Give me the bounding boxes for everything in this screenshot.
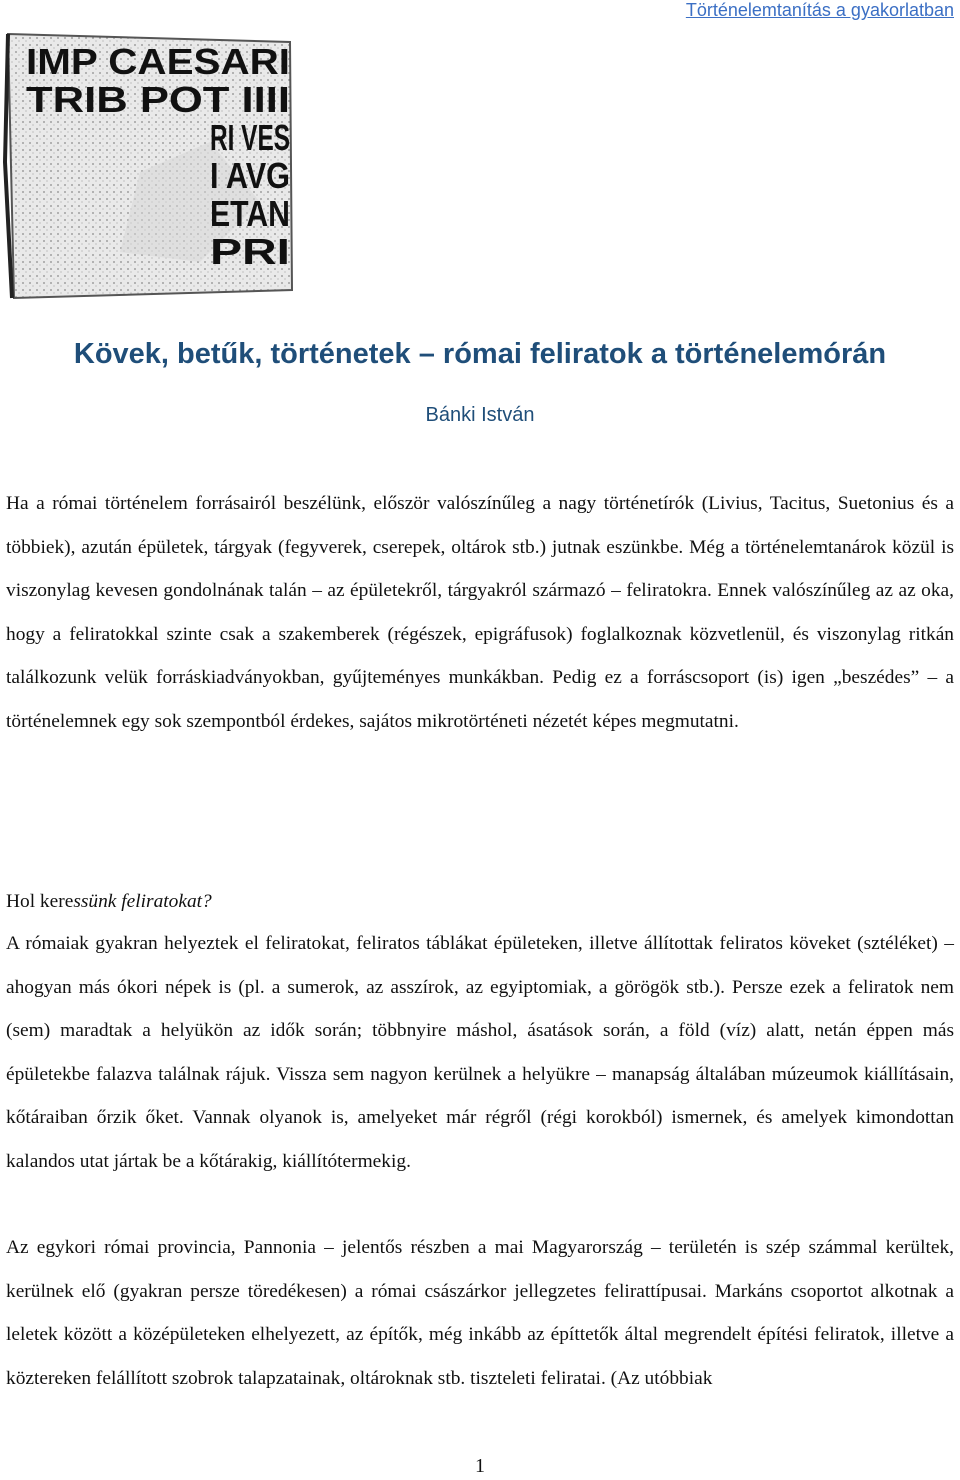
paragraph-1: Ha a római történelem forrásairól beszélünk, először valószínűleg a nagy történetírók (Livius, Tacitus, Suetonius és a többiek), azután épületek, tárgyak (fegyverek, cserepek, oltárok stb.) jutnak eszünkbe. Még a történelemtanárok közül is viszonylag kevesen gondolnának talán – az épületekről, tárgyakról származó – feliratokra. Ennek valószínűleg az az oka, hogy a feliratokkal szinte csak a szakemberek (régészek, epigráfusok) foglalkoznak közvetlenül, és viszonylag ritkán találkozunk velük forráskiadványokban, gyűjteményes munkákban. Pedig ez a forráscsoport (is) igen „beszédes” – a történelemnek egy sok szempontból érdekes, sajátos mikrotörténeti nézetét képes megmutatni. [6, 493, 954, 732]
article-title: Kövek, betűk, történetek – római feliratok a történelemórán [73, 338, 887, 370]
inscription-line: RI VES [210, 117, 290, 158]
inscription-line: PRI [210, 231, 290, 272]
paragraph-3: Az egykori római provincia, Pannonia – jelentős részben a mai Magyarország – területén is szép számmal kerültek, kerülnek elő (gyakran persze töredékesen) a római császárkor jellegzetes felirattípusai. Markáns csoportot alkotnak a leletek között a középületeken elhelyezett, az építők, még inkább az építtetők által megrendelt építési feliratok, illetve a köztereken felállított szobrok talapzatainak, oltároknak stb. tiszteleti feliratai. (Az utóbbiak [6, 1237, 954, 1389]
author-name: Bánki István [425, 404, 535, 426]
section-heading-italic: ssünk feliratokat? [73, 891, 212, 912]
inscription-line: ETAN [210, 193, 290, 234]
section-heading [6, 880, 954, 924]
section-heading-plain: Hol kere [6, 891, 74, 912]
page-number: 1 [475, 1455, 485, 1477]
inscription-line: IMP CAESARI [26, 41, 290, 82]
paragraph-2: A rómaiak gyakran helyeztek el feliratokat, feliratos táblákat épületeken, illetve állítottak feliratos köveket (sztéléket) – ahogyan más ókori népek is (pl. a sumerok, az asszírok, az egyiptomiak, a görögök stb.). Persze ezek a feliratok nem (sem) maradtak a helyükön az idők során; többnyire máshol, ásatások során, a föld (víz) alatt, netán éppen más épületekbe falazva találnak rájuk. Vissza sem nagyon kerülnek a helyükre – manapság általában múzeumok kiállításain, kőtáraiban őrzik őket. Vannak olyanok is, amelyeket már régről (régi korokból) ismernek, és amelyek kimondottan kalandos utat jártak be a kőtárakig, kiállítótermekig. [6, 933, 954, 1172]
inscription-line: TRIB POT IIII [26, 79, 290, 120]
roman-inscription-image [0, 22, 300, 302]
header-link[interactable]: Történelemtanítás a gyakorlatban [685, 0, 954, 20]
inscription-line: I AVG [210, 155, 290, 196]
